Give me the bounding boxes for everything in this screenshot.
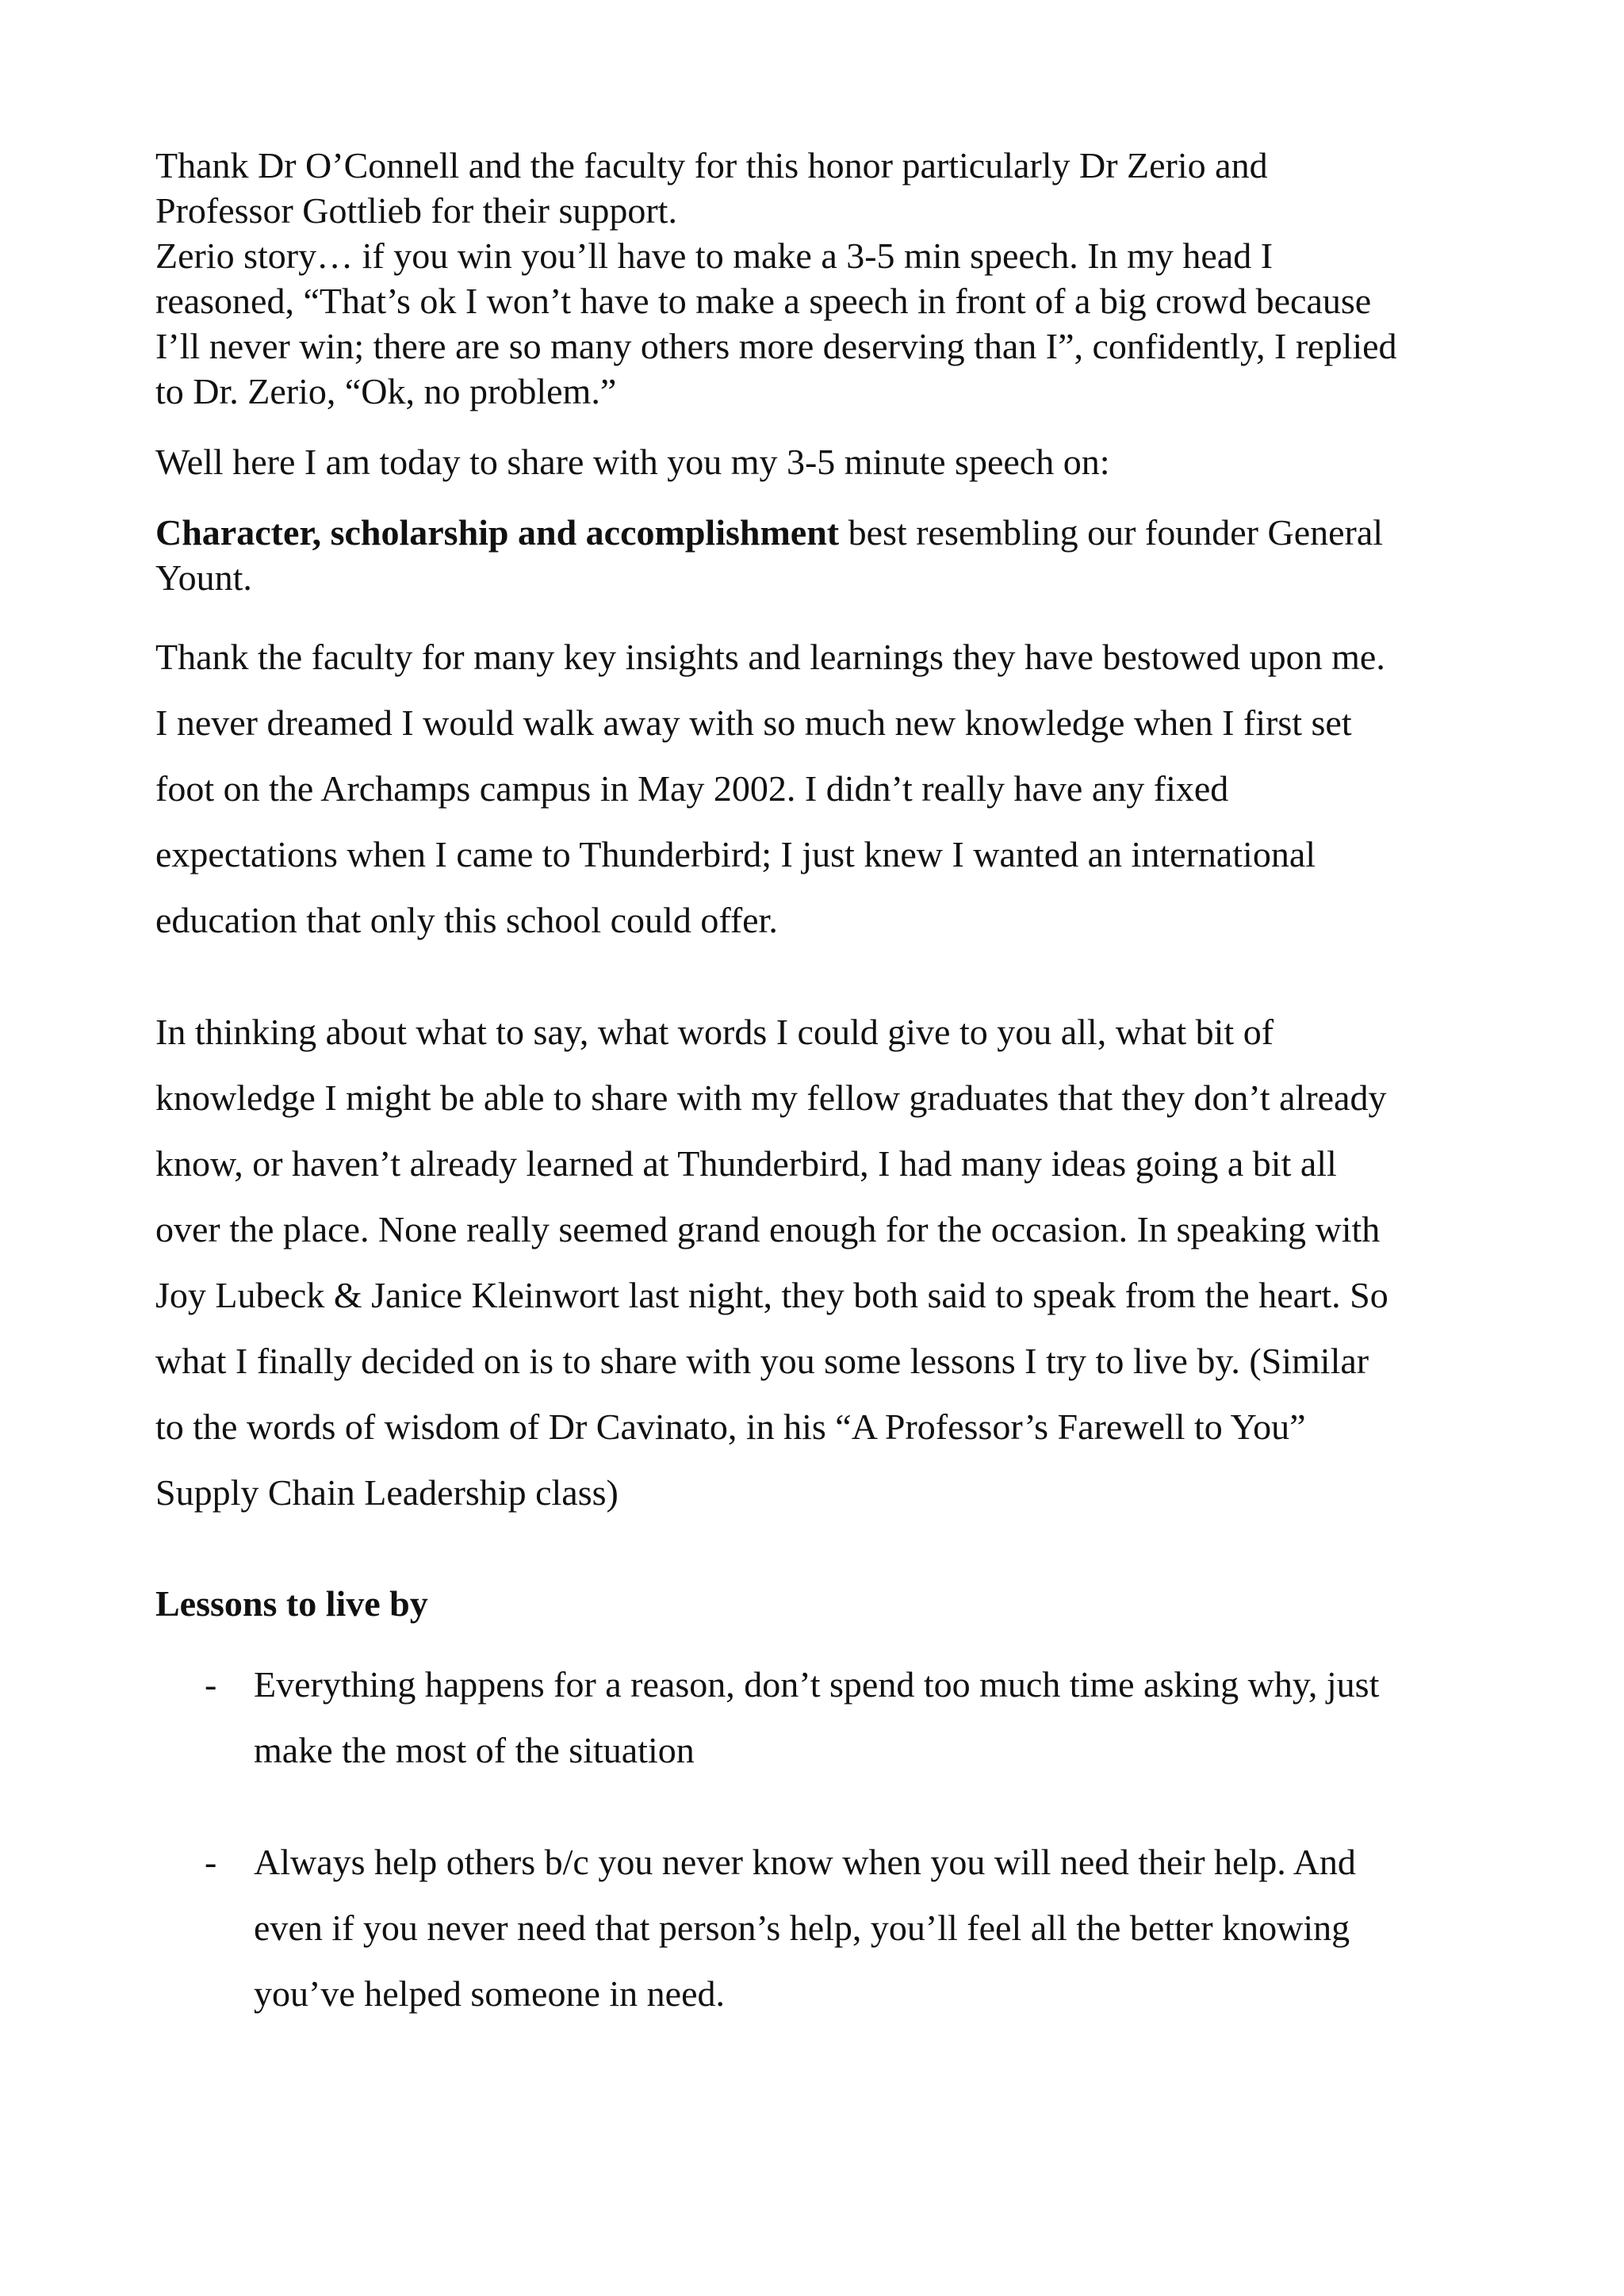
text-line: make the most of the situation [254, 1730, 695, 1770]
text-line: knowledge I might be able to share with my fellow graduates that they don’t already [155, 1077, 1387, 1118]
text-line: Zerio story… if you win you’ll have to make a 3-5 min speech. In my head I [155, 235, 1274, 276]
bold-phrase: Character, scholarship and accomplishment [155, 512, 840, 553]
list-item [155, 1829, 1503, 2026]
text-line [155, 1829, 1503, 1895]
text-line: I never dreamed I would walk away with so much new knowledge when I first set [155, 702, 1352, 743]
text-line: reasoned, “That’s ok I won’t have to make a speech in front of a big crowd because [155, 281, 1372, 321]
text-line: Joy Lubeck & Janice Kleinwort last night, they both said to speak from the heart. So [155, 1275, 1388, 1315]
text-line [155, 510, 1503, 555]
paragraph-character [155, 510, 1503, 600]
text-line: know, or haven’t already learned at Thunderbird, I had many ideas going a bit all [155, 1143, 1337, 1184]
text-line [155, 1651, 1503, 1717]
bullet-dash: - [205, 1842, 217, 1882]
text-span: Always help others b/c you never know when you will need their help. And [254, 1842, 1356, 1882]
document-page [155, 143, 1503, 2026]
text-line: to the words of wisdom of Dr Cavinato, in his “A Professor’s Farewell to You” [155, 1406, 1306, 1447]
text-line: to Dr. Zerio, “Ok, no problem.” [155, 371, 617, 411]
text-line: Supply Chain Leadership class) [155, 1472, 619, 1513]
paragraph-speech-intro: Well here I am today to share with you my 3-5 minute speech on: [155, 442, 1110, 482]
text-span: best resembling our founder General [839, 512, 1384, 553]
text-line: Yount. [155, 557, 252, 598]
list-item [155, 1651, 1503, 1783]
text-line: over the place. None really seemed grand enough for the occasion. In speaking with [155, 1209, 1381, 1249]
paragraph-thinking [155, 999, 1503, 1525]
lessons-list [155, 1651, 1503, 2026]
text-line: what I finally decided on is to share with you some lessons I try to live by. (Similar [155, 1341, 1369, 1381]
text-line: expectations when I came to Thunderbird; I just knew I wanted an international [155, 834, 1316, 874]
text-line: In thinking about what to say, what words I could give to you all, what bit of [155, 1012, 1274, 1052]
section-heading-lessons: Lessons to live by [155, 1583, 428, 1624]
text-line: even if you never need that person’s help, you’ll feel all the better knowing [254, 1908, 1350, 1948]
text-line: foot on the Archamps campus in May 2002. I didn’t really have any fixed [155, 768, 1229, 809]
text-line: you’ve helped someone in need. [254, 1973, 725, 2014]
text-line: Thank Dr O’Connell and the faculty for this honor particularly Dr Zerio and [155, 145, 1268, 186]
text-line: Professor Gottlieb for their support. [155, 190, 677, 231]
text-span: Everything happens for a reason, don’t spend too much time asking why, just [254, 1664, 1380, 1705]
text-line: education that only this school could offer. [155, 900, 778, 940]
bullet-dash: - [205, 1664, 217, 1705]
text-line: I’ll never win; there are so many others more deserving than I”, confidently, I replied [155, 326, 1397, 366]
text-line: Thank the faculty for many key insights and learnings they have bestowed upon me. [155, 637, 1385, 677]
paragraph-thanks-faculty [155, 624, 1503, 953]
paragraph-intro [155, 143, 1503, 414]
